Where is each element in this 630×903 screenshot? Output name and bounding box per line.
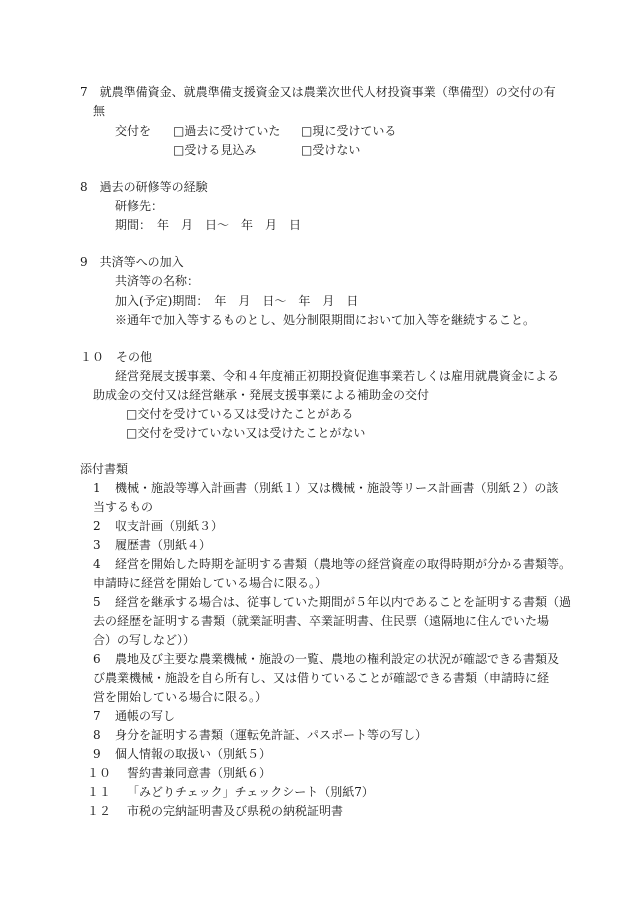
checkbox-has-received[interactable]: □交付を受けている又は受けたことがある xyxy=(126,407,354,421)
insurance-note: ※通年で加入等するものとし、処分制限期間において加入等を継続すること。 xyxy=(115,313,536,327)
checkbox-not-receiving[interactable]: □受けない xyxy=(301,143,361,157)
attachment-line: 市税の完納証明書及び県税の納税証明書 xyxy=(127,804,344,818)
section-9-heading: 9 共済等への加入 xyxy=(80,255,184,269)
attachment-line: 経営を継承する場合は、従事していた期間が５年以内であることを証明する書類（過 xyxy=(115,595,572,609)
insurance-period-label: 加入(予定)期間： 年 月 日～ 年 月 日 xyxy=(115,294,359,308)
attachment-line: 申請時に経営を開始している場合に限る。） xyxy=(93,576,328,590)
attachment-line: 農地及び主要な農業機械・施設の一覧、農地の権利設定の状況が確認できる書類及 xyxy=(115,652,560,666)
attachment-number: 7 xyxy=(93,709,101,723)
section-10-body-line-1: 経営発展支援事業、令和４年度補正初期投資促進事業若しくは雇用就農資金による xyxy=(115,369,560,383)
attachment-line: 身分を証明する書類（運転免許証、パスポート等の写し） xyxy=(115,728,428,742)
section-7-label: 交付を xyxy=(115,124,152,138)
attachment-line: 去の経歴を証明する書類（就業証明書、卒業証明書、住民票（遠隔地に住んでいた場 xyxy=(93,614,550,628)
attachment-number: 2 xyxy=(93,519,101,533)
training-period-label: 期間： 年 月 日～ 年 月 日 xyxy=(115,218,302,232)
checkbox-expect-to-receive[interactable]: □受ける見込み xyxy=(173,143,257,157)
checkbox-past-received[interactable]: □過去に受けていた xyxy=(173,124,281,138)
attachment-line: 経営を開始した時期を証明する書類（農地等の経営資産の取得時期が分かる書類等。 xyxy=(115,557,572,571)
attachment-number: 4 xyxy=(93,557,101,571)
attachment-line: 誓約書兼同意書（別紙６） xyxy=(127,766,272,780)
attachment-line: 「みどりチェック」チェックシート（別紙7） xyxy=(127,785,374,799)
attachment-line: 機械・施設等導入計画書（別紙１）又は機械・施設等リース計画書（別紙２）の該 xyxy=(115,481,559,495)
section-7-heading-cont: 無 xyxy=(93,104,106,118)
attachment-line: 個人情報の取扱い（別紙５） xyxy=(115,747,272,761)
checkbox-currently-receiving[interactable]: □現に受けている xyxy=(301,124,397,138)
attachment-number: 9 xyxy=(93,747,101,761)
attachment-line: 当するもの xyxy=(93,500,154,514)
attachment-number: 5 xyxy=(93,595,101,609)
attachment-number: 6 xyxy=(93,652,101,666)
attachment-number: １２ xyxy=(87,804,112,818)
attachment-number: 1 xyxy=(93,481,101,495)
section-8-heading: 8 過去の研修等の経験 xyxy=(80,180,208,194)
attachment-line: 収支計画（別紙３） xyxy=(115,519,224,533)
section-10-body-line-2: 助成金の交付又は経営継承・発展支援事業による補助金の交付 xyxy=(93,388,430,402)
training-destination-label: 研修先： xyxy=(115,199,164,213)
attachment-number: １０ xyxy=(87,766,112,780)
checkbox-has-not-received[interactable]: □交付を受けていない又は受けたことがない xyxy=(126,426,366,440)
attachment-line: 営を開始している場合に限る。） xyxy=(93,690,268,704)
attachment-number: 3 xyxy=(93,538,101,552)
attachments-heading: 添付書類 xyxy=(80,462,129,476)
section-7-heading: 7 就農準備資金、就農準備支援資金又は農業次世代人材投資事業（準備型）の交付の有 xyxy=(80,85,556,99)
section-10-heading: １０ その他 xyxy=(80,350,153,364)
attachment-line: 合）の写しなど）） xyxy=(93,633,196,647)
attachment-number: １１ xyxy=(87,785,112,799)
attachment-line: び農業機械・施設を自ら所有し、又は借りていることが確認できる書類（申請時に経 xyxy=(93,671,550,685)
attachment-number: 8 xyxy=(93,728,101,742)
attachment-line: 履歴書（別紙４） xyxy=(115,538,212,552)
insurance-name-label: 共済等の名称： xyxy=(115,274,200,288)
attachment-line: 通帳の写し xyxy=(115,709,176,723)
